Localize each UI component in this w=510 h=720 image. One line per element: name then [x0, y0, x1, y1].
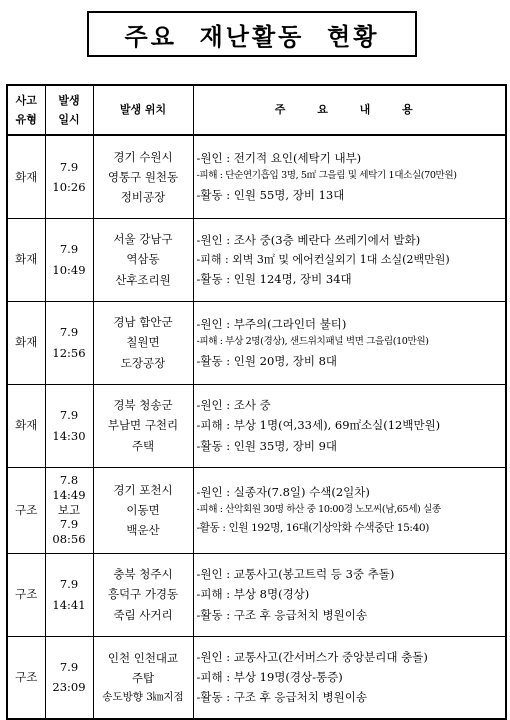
- header-occurrence-time: [45, 85, 93, 135]
- location-line: 주탑: [131, 671, 155, 686]
- incident-time: [45, 301, 93, 384]
- time-line: 7.9: [59, 517, 79, 532]
- incident-details: [193, 553, 506, 636]
- detail-cause: -원인 : 전기적 요인(세탁기 내부): [196, 151, 362, 166]
- incident-type: 화재: [7, 135, 45, 218]
- incident-time: [45, 467, 93, 553]
- incident-location: [93, 218, 193, 301]
- location-line: 경북 청송군: [113, 398, 173, 413]
- detail-cause: -원인 : 조사 중(3층 베란다 쓰레기에서 발화): [196, 232, 421, 247]
- incident-type: 구조: [7, 553, 45, 636]
- location-line: 경남 함안군: [113, 315, 173, 330]
- time-line: 23:09: [52, 680, 86, 695]
- detail-cause: -원인 : 교통사고(봉고트럭 등 3중 추돌): [196, 567, 395, 582]
- incident-location: [93, 467, 193, 553]
- header-time-line-2: 일시: [58, 113, 80, 126]
- time-line: 14:30: [52, 428, 86, 443]
- time-line: 08:56: [52, 532, 86, 547]
- time-line: 7.9: [59, 408, 79, 423]
- time-line: 7.9: [59, 660, 79, 675]
- incident-type: 구조: [7, 636, 45, 719]
- location-line: 백운산: [126, 523, 160, 538]
- location-line: 부남면 구천리: [107, 418, 179, 433]
- page-title: 주요 재난활동 현황: [124, 22, 380, 51]
- location-line: 주택: [131, 438, 155, 453]
- time-line: 7.8: [59, 472, 79, 487]
- detail-damage: -피해 : 산악회원 30명 하산 중 10:00경 노모씨(남,65세) 실종: [196, 504, 441, 516]
- location-line: 경기 수원시: [113, 149, 173, 164]
- incident-location: [93, 384, 193, 467]
- location-line: 서울 강남구: [113, 232, 173, 247]
- time-line: 보고: [57, 502, 81, 517]
- detail-activity: -활동 : 인원 35명, 장비 9대: [196, 438, 338, 453]
- table-row: [7, 467, 506, 553]
- detail-damage: -피해 : 외벽 3㎡ 및 에어컨실외기 1대 소실(2백만원): [196, 252, 450, 266]
- detail-damage: -피해 : 부상 19명(경상-통증): [196, 670, 343, 685]
- time-line: 7.9: [59, 325, 79, 340]
- detail-activity: -활동 : 구조 후 응급처치 병원이송: [196, 607, 367, 622]
- header-contents: [193, 85, 506, 135]
- time-line: 10:26: [52, 179, 86, 194]
- incident-details: [193, 301, 506, 384]
- incident-details: [193, 384, 506, 467]
- header-time-line-1: 발생: [58, 93, 80, 107]
- header-incident-type: [7, 85, 45, 135]
- incident-details: [193, 218, 506, 301]
- location-line: 송도방향 3㎞지점: [102, 691, 184, 704]
- title-box: [87, 11, 417, 57]
- location-line: 충북 청주시: [113, 567, 173, 582]
- incident-type: 구조: [7, 467, 45, 553]
- time-line: 7.9: [59, 577, 79, 592]
- location-line: 칠원면: [126, 335, 160, 350]
- detail-cause: -원인 : 실종자(7.8일) 수색(2일차): [196, 485, 370, 500]
- table-row: [7, 135, 506, 218]
- location-line: 도장공장: [120, 355, 166, 370]
- incident-time: [45, 553, 93, 636]
- detail-activity: -활동 : 인원 20명, 장비 8대: [196, 353, 338, 368]
- detail-damage: -피해 : 단순연기흡입 3명, 5㎡ 그을림 및 세탁기 1대소실(70만원): [196, 170, 457, 182]
- detail-activity: -활동 : 인원 124명, 장비 34대: [196, 272, 352, 287]
- table-row: [7, 384, 506, 467]
- incident-details: [193, 467, 506, 553]
- table-row: [7, 553, 506, 636]
- header-location: 발생 위치: [93, 85, 193, 135]
- incident-time: [45, 135, 93, 218]
- incident-details: [193, 135, 506, 218]
- time-line: 7.9: [59, 159, 79, 174]
- detail-activity: -활동 : 인원 55명, 장비 13대: [196, 188, 345, 203]
- location-line: 죽림 사거리: [113, 607, 173, 622]
- incident-type: 화재: [7, 218, 45, 301]
- incident-location: [93, 135, 193, 218]
- header-contents-label: 주 요 내 용: [274, 103, 427, 117]
- incident-type: 화재: [7, 301, 45, 384]
- detail-activity: -활동 : 구조 후 응급처치 병원이송: [196, 690, 367, 705]
- header-type-line-2: 유형: [15, 113, 37, 126]
- location-line: 산후조리원: [115, 272, 171, 287]
- incident-time: [45, 218, 93, 301]
- header-row: [7, 85, 506, 135]
- incident-type: 화재: [7, 384, 45, 467]
- incident-time: [45, 384, 93, 467]
- detail-cause: -원인 : 부주의(그라인더 불티): [196, 316, 347, 331]
- location-line: 정비공장: [120, 189, 166, 204]
- location-line: 경기 포천시: [113, 482, 173, 497]
- incident-table: [6, 84, 507, 720]
- location-line: 흥덕구 가경동: [107, 587, 179, 602]
- location-line: 이동면: [126, 502, 160, 517]
- table-row: [7, 636, 506, 719]
- incident-details: [193, 636, 506, 719]
- incident-location: [93, 301, 193, 384]
- detail-activity: -활동 : 인원 192명, 16대(기상악화 수색중단 15:40): [196, 522, 429, 535]
- time-line: 7.9: [59, 242, 79, 257]
- detail-cause: -원인 : 교통사고(간서버스가 중앙분리대 충돌): [196, 650, 428, 665]
- detail-damage: -피해 : 부상 8명(경상): [196, 587, 310, 602]
- table-row: [7, 301, 506, 384]
- detail-cause: -원인 : 조사 중: [196, 398, 271, 413]
- table-row: [7, 218, 506, 301]
- header-type-line-1: 사고: [15, 93, 37, 107]
- detail-damage: -피해 : 부상 1명(여,33세), 69㎡소실(12백만원): [196, 418, 441, 433]
- location-line: 역삼동: [126, 252, 160, 267]
- location-line: 인천 인천대교: [107, 650, 179, 665]
- incident-location: [93, 636, 193, 719]
- time-line: 14:49: [52, 487, 86, 502]
- time-line: 12:56: [52, 345, 86, 360]
- time-line: 14:41: [52, 597, 86, 612]
- incident-location: [93, 553, 193, 636]
- detail-damage: -피해 : 부상 2명(경상), 샌드위치패널 벽면 그을림(10만원): [196, 336, 429, 348]
- location-line: 영통구 원천동: [107, 169, 179, 184]
- time-line: 10:49: [52, 262, 86, 277]
- incident-time: [45, 636, 93, 719]
